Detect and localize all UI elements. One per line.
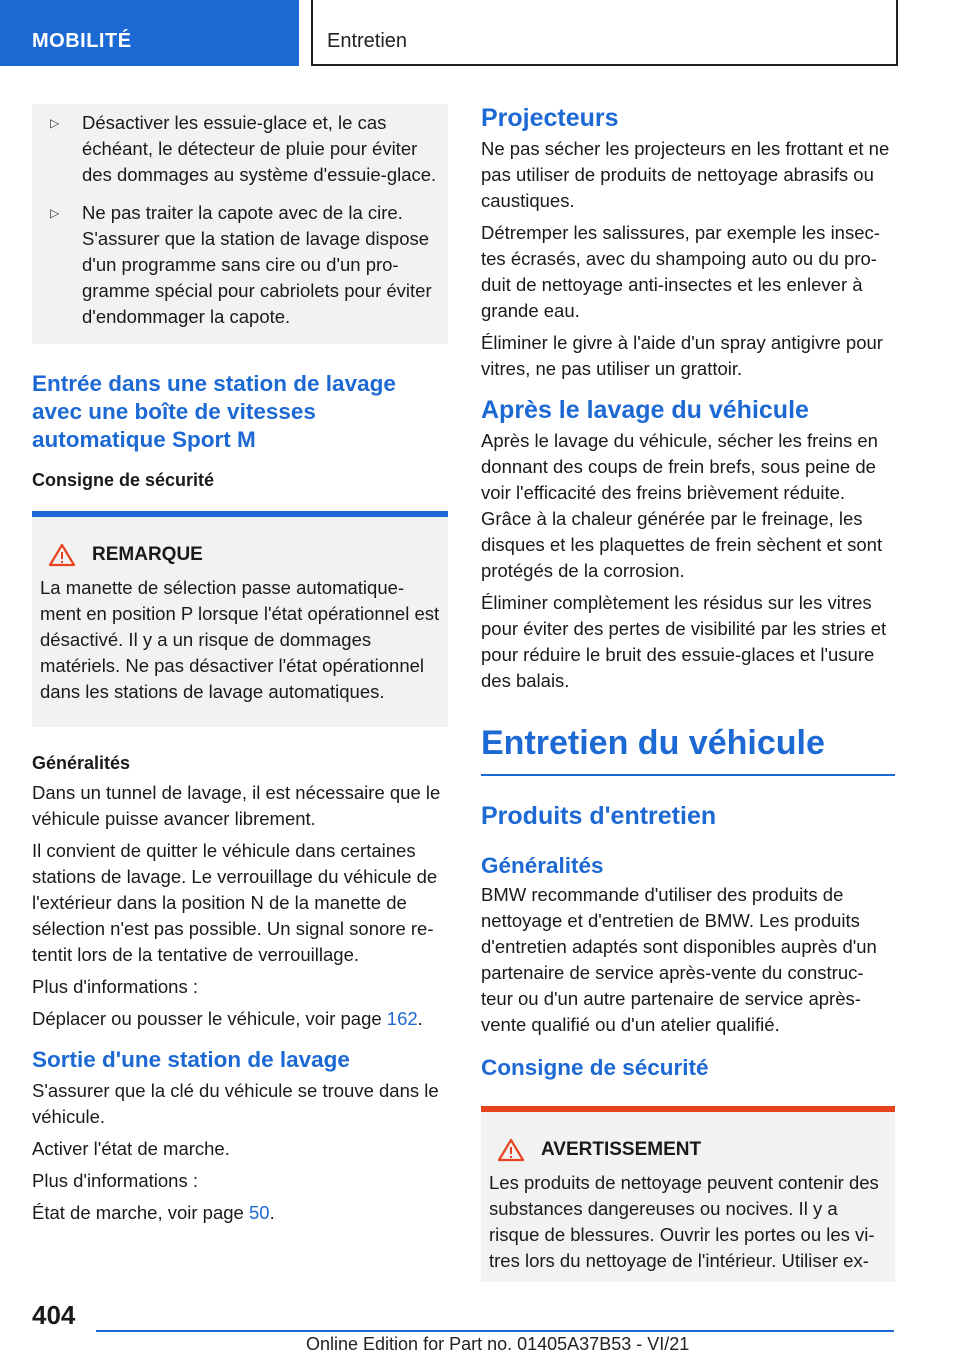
- list-item: [42, 110, 440, 200]
- paragraph: Dans un tunnel de lavage, il est nécessaire que le véhicule puisse avancer librement.: [32, 782, 441, 829]
- paragraph: S'assurer que la clé du véhicule se trouve dans le véhicule.: [32, 1080, 439, 1127]
- heading-generalites: Généralités: [32, 753, 131, 773]
- heading-generalites-right: Généralités: [481, 853, 604, 878]
- triangle-bullet-icon: ▷: [50, 116, 60, 130]
- paragraph: État de marche, voir page 50.: [32, 1202, 275, 1223]
- paragraph: Éliminer le givre à l'aide d'un spray antigivre pour vitres, ne pas utiliser un grattoir.: [481, 332, 883, 379]
- paragraph: Éliminer complètement les résidus sur les vitres pour éviter des pertes de visibilité par les stries et pour réduire le bruit des essuie-glaces et l'usure des balais.: [481, 592, 887, 691]
- paragraph: BMW recommande d'utiliser des produits de nettoyage et d'entretien de BMW. Les produits d'entretien adaptés sont disponibles auprès d'un partenaire de service après-vente du construc-teur ou d'un autre partenaire de service après-vente qualifié ou d'un atelier qualifié.: [481, 884, 877, 1035]
- paragraph: Ne pas sécher les projecteurs en les frottant et ne pas utiliser de produits de nettoyage abrasifs ou caustiques.: [481, 138, 890, 211]
- heading-projecteurs: Projecteurs: [481, 104, 619, 132]
- paragraph: Déplacer ou pousser le véhicule, voir page 162.: [32, 1008, 423, 1029]
- section-tab: [0, 0, 299, 66]
- paragraph: Il convient de quitter le véhicule dans certaines stations de lavage. Le verrouillage du véhicule de l'extérieur dans la position N de la manette de sélection n'est pas possible. Un signal sonore re-tentit lors de la tentative de verrouillage.: [32, 840, 438, 965]
- heading-sortie: Sortie d'une station de lavage: [32, 1047, 350, 1072]
- heading-apres-lavage: Après le lavage du véhicule: [481, 396, 809, 424]
- notice-text: La manette de sélection passe automatique-ment en position P lorsque l'état opérationnel est désactivé. Il y a un risque de dommages matériels. Ne pas désactiver l'état opérationnel dans les stations de lavage automatiques.: [40, 577, 440, 702]
- page-number: 404: [32, 1300, 76, 1330]
- heading-station: Entrée dans une station de lavage avec une boîte de vitesses automatique Sport M: [32, 371, 396, 452]
- divider: [481, 774, 895, 776]
- warning-title: AVERTISSEMENT: [541, 1139, 702, 1160]
- paragraph: Plus d'informations :: [32, 1170, 198, 1191]
- section-label: MOBILITÉ: [32, 30, 132, 52]
- chapter-tab: [311, 0, 898, 66]
- paragraph: Après le lavage du véhicule, sécher les freins en donnant des coups de frein brefs, sous peine de voir l'efficacité des freins brièvement réduite. Grâce à la chaleur générée par le freinage, les disques et les plaquettes de frein sèchent et sont protégés de la corrosion.: [481, 430, 883, 581]
- footer-rule: [96, 1330, 894, 1332]
- paragraph: Activer l'état de marche.: [32, 1138, 230, 1159]
- warning-box: [481, 1106, 895, 1282]
- warning-triangle-icon: [48, 543, 76, 567]
- paragraph: Plus d'informations :: [32, 976, 198, 997]
- right-column: [481, 100, 895, 1282]
- heading-produits: Produits d'entretien: [481, 802, 717, 830]
- paragraph: Détremper les salissures, par exemple les insec-tes écrasés, avec du shampoing auto ou du pro-duit de nettoyage anti-insectes et les enlever à grande eau.: [481, 222, 880, 321]
- heading-consigne: Consigne de sécurité: [32, 470, 215, 490]
- bullet-text: Désactiver les essuie-glace et, le cas échéant, le détecteur de pluie pour éviter des dommages au système d'essuie-glace.: [82, 112, 437, 185]
- warning-triangle-icon: [497, 1138, 525, 1162]
- list-item: [42, 200, 440, 334]
- chapter-label: Entretien: [327, 30, 408, 52]
- page-link-162[interactable]: 162: [386, 1008, 418, 1029]
- warning-text: Les produits de nettoyage peuvent contenir des substances dangereuses ou nocives. Il y a risque de blessures. Ouvrir les portes ou les vi-tres lors du nettoyage de l'intérieur. Utiliser ex-: [489, 1172, 879, 1271]
- notice-box: [32, 511, 448, 727]
- heading-consigne-right: Consigne de sécurité: [481, 1055, 709, 1080]
- left-column: [32, 100, 448, 1232]
- notice-title: REMARQUE: [92, 544, 203, 565]
- heading-entretien: Entretien du véhicule: [481, 724, 825, 762]
- bullet-box: [32, 104, 448, 344]
- page-link-50[interactable]: 50: [248, 1202, 270, 1223]
- footer-edition: Online Edition for Part no. 01405A37B53 - VI/21: [306, 1334, 690, 1354]
- triangle-bullet-icon: ▷: [50, 206, 60, 220]
- bullet-text: Ne pas traiter la capote avec de la cire. S'assurer que la station de lavage dispose d'un programme sans cire ou d'un pro-gramme spécial pour cabriolets pour éviter d'endommager la capote.: [82, 202, 432, 327]
